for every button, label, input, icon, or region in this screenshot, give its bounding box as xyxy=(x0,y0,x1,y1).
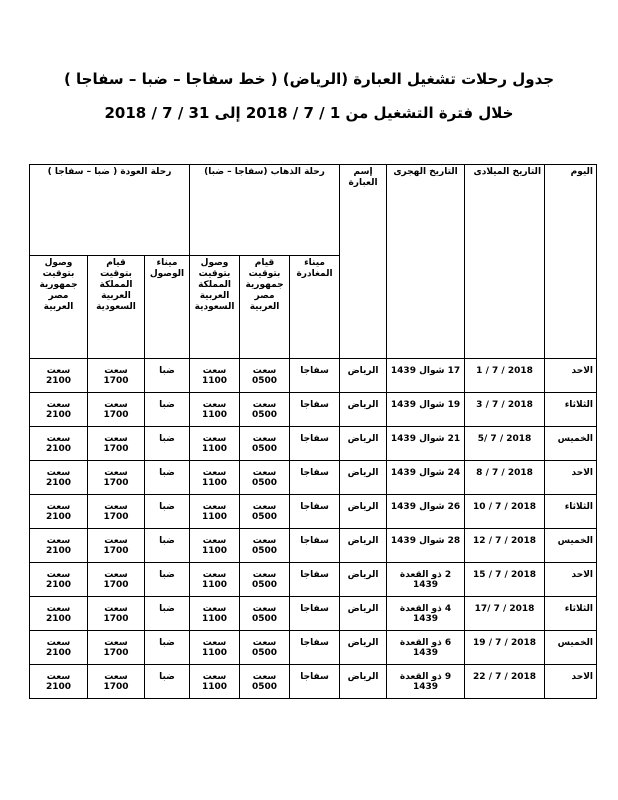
cell-gregorian-date: 2018 / 7 / 15 xyxy=(465,563,545,597)
cell-day: الاحد xyxy=(545,563,597,597)
cell-arrival-port: ضبا xyxy=(145,393,190,427)
cell-outbound-departure: سعت 0500 xyxy=(240,563,290,597)
cell-arrival-port: ضبا xyxy=(145,529,190,563)
cell-day: الاحد xyxy=(545,665,597,699)
cell-return-departure: سعت 1700 xyxy=(88,665,145,699)
cell-departure-port: سفاجا xyxy=(290,631,340,665)
col-hijri-date: التاريخ الهجرى xyxy=(387,165,465,359)
cell-arrival-port: ضبا xyxy=(145,563,190,597)
cell-day: الخميس xyxy=(545,427,597,461)
header-row-top xyxy=(30,165,597,256)
table-row xyxy=(30,461,597,495)
cell-return-departure: سعت 1700 xyxy=(88,461,145,495)
cell-departure-port: سفاجا xyxy=(290,495,340,529)
cell-outbound-departure: سعت 0500 xyxy=(240,631,290,665)
cell-day: الاحد xyxy=(545,461,597,495)
cell-ferry: الرياض xyxy=(340,631,387,665)
cell-arrival-port: ضبا xyxy=(145,665,190,699)
cell-day: الثلاثاء xyxy=(545,597,597,631)
cell-ferry: الرياض xyxy=(340,665,387,699)
cell-outbound-arrival: سعت 1100 xyxy=(190,563,240,597)
cell-return-departure: سعت 1700 xyxy=(88,495,145,529)
cell-outbound-departure: سعت 0500 xyxy=(240,529,290,563)
cell-gregorian-date: 2018 / 7 / 19 xyxy=(465,631,545,665)
cell-ferry: الرياض xyxy=(340,563,387,597)
table-row xyxy=(30,597,597,631)
cell-day: الاحد xyxy=(545,359,597,393)
cell-hijri-date: 9 ذو القعدة 1439 xyxy=(387,665,465,699)
cell-outbound-arrival: سعت 1100 xyxy=(190,631,240,665)
cell-hijri-date: 19 شوال 1439 xyxy=(387,393,465,427)
cell-return-departure: سعت 1700 xyxy=(88,563,145,597)
table-row xyxy=(30,359,597,393)
cell-departure-port: سفاجا xyxy=(290,461,340,495)
cell-departure-port: سفاجا xyxy=(290,529,340,563)
cell-return-arrival: سعت 2100 xyxy=(30,563,88,597)
cell-outbound-arrival: سعت 1100 xyxy=(190,427,240,461)
return-trip-header: رحلة العودة ( ضبا – سفاجا ) xyxy=(30,165,190,256)
cell-gregorian-date: 2018 / 7 / 1 xyxy=(465,359,545,393)
col-ferry-name: إسم العبارة xyxy=(340,165,387,359)
cell-return-arrival: سعت 2100 xyxy=(30,495,88,529)
cell-outbound-departure: سعت 0500 xyxy=(240,393,290,427)
cell-arrival-port: ضبا xyxy=(145,495,190,529)
table-row xyxy=(30,563,597,597)
table-row xyxy=(30,529,597,563)
schedule-table xyxy=(29,164,597,699)
cell-outbound-departure: سعت 0500 xyxy=(240,665,290,699)
cell-arrival-port: ضبا xyxy=(145,461,190,495)
cell-outbound-arrival: سعت 1100 xyxy=(190,461,240,495)
cell-return-arrival: سعت 2100 xyxy=(30,461,88,495)
cell-departure-port: سفاجا xyxy=(290,393,340,427)
col-return-arrival-time: وصول بتوقيت جمهورية مصر العربية xyxy=(30,256,88,359)
cell-return-arrival: سعت 2100 xyxy=(30,631,88,665)
cell-hijri-date: 2 ذو القعدة 1439 xyxy=(387,563,465,597)
col-day: اليوم xyxy=(545,165,597,359)
cell-day: الخميس xyxy=(545,631,597,665)
cell-departure-port: سفاجا xyxy=(290,427,340,461)
cell-return-arrival: سعت 2100 xyxy=(30,393,88,427)
table-row xyxy=(30,427,597,461)
cell-return-departure: سعت 1700 xyxy=(88,359,145,393)
cell-ferry: الرياض xyxy=(340,461,387,495)
operating-period: خلال فترة التشغيل من 1 / 7 / 2018 إلى 31 / 7 / 2018 xyxy=(104,104,514,122)
cell-return-departure: سعت 1700 xyxy=(88,529,145,563)
cell-day: الخميس xyxy=(545,529,597,563)
col-departure-port: ميناء المغادرة xyxy=(290,256,340,359)
cell-departure-port: سفاجا xyxy=(290,359,340,393)
cell-hijri-date: 21 شوال 1439 xyxy=(387,427,465,461)
cell-arrival-port: ضبا xyxy=(145,597,190,631)
cell-return-arrival: سعت 2100 xyxy=(30,665,88,699)
cell-return-arrival: سعت 2100 xyxy=(30,597,88,631)
cell-ferry: الرياض xyxy=(340,495,387,529)
cell-ferry: الرياض xyxy=(340,597,387,631)
cell-arrival-port: ضبا xyxy=(145,427,190,461)
cell-outbound-arrival: سعت 1100 xyxy=(190,665,240,699)
cell-hijri-date: 17 شوال 1439 xyxy=(387,359,465,393)
cell-departure-port: سفاجا xyxy=(290,563,340,597)
cell-arrival-port: ضبا xyxy=(145,359,190,393)
cell-hijri-date: 6 ذو القعدة 1439 xyxy=(387,631,465,665)
cell-ferry: الرياض xyxy=(340,393,387,427)
col-arrival-port: ميناء الوصول xyxy=(145,256,190,359)
cell-outbound-arrival: سعت 1100 xyxy=(190,529,240,563)
cell-gregorian-date: 2018 / 7 / 8 xyxy=(465,461,545,495)
cell-gregorian-date: 2018 / 7 / 10 xyxy=(465,495,545,529)
cell-hijri-date: 4 ذو القعدة 1439 xyxy=(387,597,465,631)
cell-arrival-port: ضبا xyxy=(145,631,190,665)
table-row xyxy=(30,495,597,529)
table-row xyxy=(30,393,597,427)
cell-outbound-departure: سعت 0500 xyxy=(240,597,290,631)
cell-gregorian-date: 2018 / 7 / 12 xyxy=(465,529,545,563)
table-row xyxy=(30,631,597,665)
cell-hijri-date: 28 شوال 1439 xyxy=(387,529,465,563)
cell-day: الثلاثاء xyxy=(545,393,597,427)
cell-return-departure: سعت 1700 xyxy=(88,427,145,461)
cell-gregorian-date: 2018 / 7 /17 xyxy=(465,597,545,631)
cell-return-arrival: سعت 2100 xyxy=(30,529,88,563)
col-outbound-arrival-time: وصول بتوقيت المملكة العربية السعودية xyxy=(190,256,240,359)
cell-outbound-departure: سعت 0500 xyxy=(240,427,290,461)
cell-outbound-departure: سعت 0500 xyxy=(240,359,290,393)
cell-outbound-arrival: سعت 1100 xyxy=(190,359,240,393)
cell-outbound-arrival: سعت 1100 xyxy=(190,597,240,631)
cell-outbound-arrival: سعت 1100 xyxy=(190,393,240,427)
cell-outbound-arrival: سعت 1100 xyxy=(190,495,240,529)
cell-return-departure: سعت 1700 xyxy=(88,631,145,665)
cell-ferry: الرياض xyxy=(340,427,387,461)
cell-ferry: الرياض xyxy=(340,359,387,393)
cell-departure-port: سفاجا xyxy=(290,597,340,631)
col-outbound-departure-time: قيام بتوقيت جمهورية مصر العربية xyxy=(240,256,290,359)
cell-ferry: الرياض xyxy=(340,529,387,563)
cell-hijri-date: 24 شوال 1439 xyxy=(387,461,465,495)
document-title: جدول رحلات تشغيل العبارة (الرياض) ( خط سفاجا – ضبا – سفاجا ) xyxy=(63,70,555,88)
col-return-departure-time: قيام بتوقيت المملكة العربية السعودية xyxy=(88,256,145,359)
cell-return-arrival: سعت 2100 xyxy=(30,427,88,461)
cell-gregorian-date: 2018 / 7 /5 xyxy=(465,427,545,461)
col-gregorian-date: التاريخ الميلادى xyxy=(465,165,545,359)
outbound-trip-header: رحلة الذهاب (سفاجا – ضبا) xyxy=(190,165,340,256)
cell-return-arrival: سعت 2100 xyxy=(30,359,88,393)
cell-hijri-date: 26 شوال 1439 xyxy=(387,495,465,529)
cell-outbound-departure: سعت 0500 xyxy=(240,461,290,495)
cell-outbound-departure: سعت 0500 xyxy=(240,495,290,529)
cell-departure-port: سفاجا xyxy=(290,665,340,699)
cell-day: الثلاثاء xyxy=(545,495,597,529)
cell-return-departure: سعت 1700 xyxy=(88,393,145,427)
cell-gregorian-date: 2018 / 7 / 3 xyxy=(465,393,545,427)
cell-return-departure: سعت 1700 xyxy=(88,597,145,631)
cell-gregorian-date: 2018 / 7 / 22 xyxy=(465,665,545,699)
table-row xyxy=(30,665,597,699)
